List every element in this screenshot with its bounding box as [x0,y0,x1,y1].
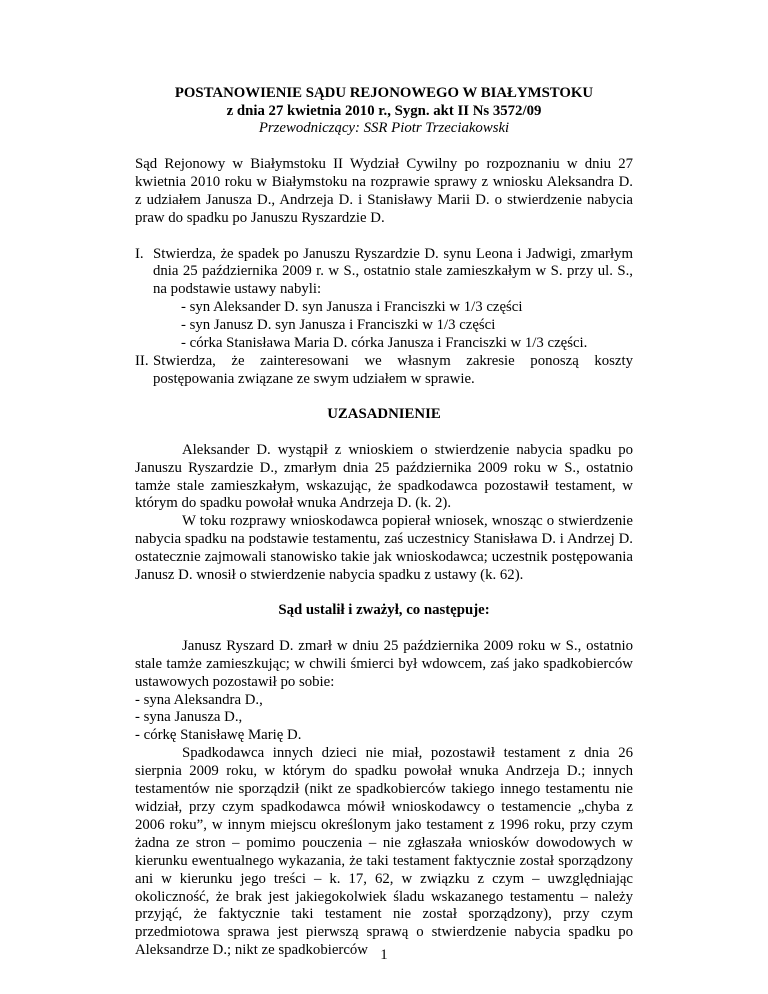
rulings-section [135,246,633,389]
ruling-2-text: Stwierdza, że zainteresowani we własnym zakresie ponoszą koszty postępowania związane ze swym udziałem w sprawie. [153,352,633,387]
ruling-2-number: II. [135,352,149,369]
justification-heading: UZASADNIENIE [327,405,441,422]
document-title-line-2: z dnia 27 kwietnia 2010 r., Sygn. akt II Ns 3572/09 [226,103,542,119]
findings-list-item: - syna Aleksandra D., [135,691,263,708]
ruling-1-text: Stwierdza, że spadek po Januszu Ryszardzie D. synu Leona i Jadwigi, zmarłym dnia 25 października 2009 r. w S., ostatnio stale zamieszkałym w S. przy ul. S., na podstawie ustawy nabyli: [153,245,633,298]
findings-list-item: - syna Janusza D., [135,709,243,726]
heir-item: - syn Aleksander D. syn Janusza i Franciszki w 1/3 części [181,299,523,316]
heir-item: - syn Janusz D. syn Janusza i Franciszki w 1/3 części [181,317,496,334]
document-title-line-1: POSTANOWIENIE SĄDU REJONOWEGO W BIAŁYMSTOKU [174,85,594,101]
findings-list-item: - córkę Stanisławę Marię D. [135,727,302,744]
heir-item: - córka Stanisława Maria D. córka Janusza i Franciszki w 1/3 części. [181,335,588,352]
findings-heading: Sąd ustalił i zważył, co następuje: [278,601,490,618]
findings-paragraph-1: Janusz Ryszard D. zmarł w dniu 25 października 2009 roku w S., ostatnio stale tamże zamieszkując; w chwili śmierci był wdowcem, zaś jako spadkobierców ustawowych pozostawił po sobie: [135,637,633,690]
ruling-2 [135,353,633,389]
justification-paragraph-2: W toku rozprawy wnioskodawca popierał wniosek, wnosząc o stwierdzenie nabycia spadku na podstawie testamentu, zaś uczestnicy Stanisława D. i Andrzej D. ostatecznie zajmowali stanowisko takie jak wnioskodawca; uczestnik postępowania Janusz D. wnosił o stwierdzenie nabycia spadku z ustawy (k. 62). [135,513,633,584]
findings-paragraph-2: Spadkodawca innych dzieci nie miał, pozostawił testament z dnia 26 sierpnia 2009 roku, w którym do spadku powołał wnuka Andrzeja D.; innych testamentów nie sporządził (nikt ze spadkobierców takiego innego testamentu nie widział, przy czym spadkodawca mówił wnioskodawcy o testamencie „chyba z 2006 roku”, w innym miejscu określonym jako testament z 1996 roku, przy czym żadna ze stron – pomimo pouczenia – nie zgłaszała wniosków dowodowych w kierunku ewentualnego wykazania, że taki testament faktycznie został sporządzony ani w kierunku jego treści – k. 17, 62, w związku z czym – uwzględniając okoliczność, że brak jest jakiegokolwiek śladu wskazanego testamentu – należy przyjąć, że faktycznie taki testament nie został sporządzony), przy czym przedmiotowa sprawa jest pierwszą sprawą o stwierdzenie nabycia spadku po Aleksandrze D.; nikt ze spadkobierców [135,745,633,959]
justification-paragraph-1: Aleksander D. wystąpił z wnioskiem o stwierdzenie nabycia spadku po Januszu Ryszardzie D., zmarłym dnia 25 października 2009 roku w S., ostatnio tamże stale zamieszkałym, wskazując, że spadkodawca pozostawił testament, w którym do spadku powołał wnuka Andrzeja D. (k. 2). [135,441,633,512]
intro-paragraph: Sąd Rejonowy w Białymstoku II Wydział Cywilny po rozpoznaniu w dniu 27 kwietnia 2010 roku w Białymstoku na rozprawie sprawy z wniosku Aleksandra D. z udziałem Janusza D., Andrzeja D. i Stanisławy Marii D. o stwierdzenie nabycia praw do spadku po Januszu Ryszardzie D. [135,155,633,226]
document-body [135,84,633,960]
ruling-1-number: I. [135,245,144,262]
ruling-1 [135,246,633,300]
presiding-judge: Przewodniczący: SSR Piotr Trzeciakowski [258,120,510,136]
page-number: 1 [380,947,388,963]
